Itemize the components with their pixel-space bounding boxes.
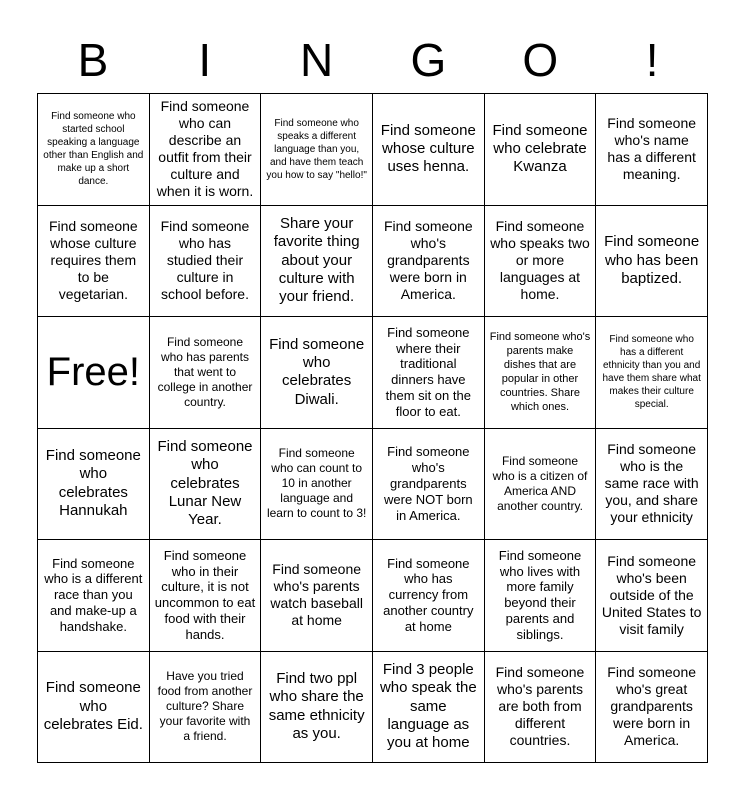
title-letter-exclamation: !	[645, 34, 659, 86]
bingo-cell[interactable]: Find someone who started school speaking a language other than English and make up a short dance.	[38, 94, 150, 206]
bingo-cell[interactable]: Find someone who's great grandparents were born in America.	[596, 652, 708, 764]
free-space[interactable]: Free!	[38, 317, 150, 429]
bingo-cell[interactable]: Find someone who in their culture, it is not uncommon to eat food with their hands.	[150, 540, 262, 652]
title-letter-o: O	[522, 34, 559, 86]
bingo-card	[37, 93, 708, 763]
bingo-cell[interactable]: Find someone who's parents make dishes that are popular in other countries. Share which ones.	[485, 317, 597, 429]
bingo-cell[interactable]: Find someone whose culture uses henna.	[373, 94, 485, 206]
title-letter-g: G	[410, 34, 447, 86]
bingo-cell[interactable]: Find someone who can count to 10 in another language and learn to count to 3!	[261, 429, 373, 541]
bingo-title	[37, 28, 708, 92]
bingo-cell[interactable]: Find someone who's grandparents were NOT born in America.	[373, 429, 485, 541]
bingo-cell[interactable]: Find someone who has currency from another country at home	[373, 540, 485, 652]
bingo-cell[interactable]: Find someone who has parents that went to college in another country.	[150, 317, 262, 429]
bingo-cell[interactable]: Find someone who's parents watch baseball at home	[261, 540, 373, 652]
bingo-cell[interactable]: Find someone who celebrates Diwali.	[261, 317, 373, 429]
bingo-cell[interactable]: Share your favorite thing about your culture with your friend.	[261, 206, 373, 318]
bingo-cell[interactable]: Find someone who lives with more family beyond their parents and siblings.	[485, 540, 597, 652]
bingo-cell[interactable]: Find someone who is the same race with you, and share your ethnicity	[596, 429, 708, 541]
bingo-cell[interactable]: Find someone who's name has a different meaning.	[596, 94, 708, 206]
bingo-cell[interactable]: Find someone who is a citizen of America AND another country.	[485, 429, 597, 541]
bingo-cell[interactable]: Find someone who celebrate Kwanza	[485, 94, 597, 206]
bingo-cell[interactable]: Find someone who celebrates Hannukah	[38, 429, 150, 541]
bingo-cell[interactable]: Find someone who's parents are both from different countries.	[485, 652, 597, 764]
bingo-cell[interactable]: Find someone who speaks two or more languages at home.	[485, 206, 597, 318]
bingo-cell[interactable]: Find someone who has a different ethnicity than you and have them share what makes their culture special.	[596, 317, 708, 429]
bingo-cell[interactable]: Find 3 people who speak the same language as you at home	[373, 652, 485, 764]
bingo-cell[interactable]: Find someone who has been baptized.	[596, 206, 708, 318]
title-letter-b: B	[77, 34, 109, 86]
bingo-cell[interactable]: Have you tried food from another culture? Share your favorite with a friend.	[150, 652, 262, 764]
bingo-cell[interactable]: Find someone who speaks a different language than you, and have them teach you how to say "hello!"	[261, 94, 373, 206]
bingo-cell[interactable]: Find someone who celebrates Eid.	[38, 652, 150, 764]
bingo-cell[interactable]: Find someone whose culture requires them to be vegetarian.	[38, 206, 150, 318]
bingo-cell[interactable]: Find someone who's grandparents were born in America.	[373, 206, 485, 318]
bingo-cell[interactable]: Find someone who can describe an outfit from their culture and when it is worn.	[150, 94, 262, 206]
bingo-cell[interactable]: Find someone who is a different race than you and make-up a handshake.	[38, 540, 150, 652]
bingo-cell[interactable]: Find two ppl who share the same ethnicity as you.	[261, 652, 373, 764]
title-letter-i: I	[198, 34, 212, 86]
bingo-cell[interactable]: Find someone who celebrates Lunar New Year.	[150, 429, 262, 541]
title-letter-n: N	[299, 34, 334, 86]
bingo-cell[interactable]: Find someone who's been outside of the United States to visit family	[596, 540, 708, 652]
bingo-cell[interactable]: Find someone where their traditional dinners have them sit on the floor to eat.	[373, 317, 485, 429]
bingo-cell[interactable]: Find someone who has studied their culture in school before.	[150, 206, 262, 318]
